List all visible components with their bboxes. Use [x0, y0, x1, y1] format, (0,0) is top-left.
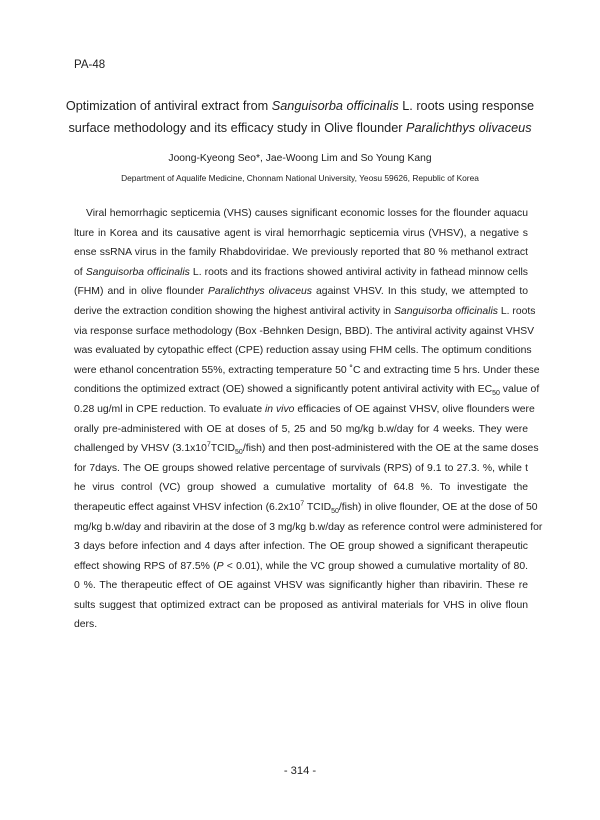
- title-species: Paralichthys olivaceus: [406, 121, 532, 135]
- title-species: Sanguisorba officinalis: [271, 99, 399, 113]
- abstract-line: for 7days. The OE groups showed relative percentage of survivals (RPS) of 9.1 to 27.3. %, while t: [74, 462, 528, 474]
- affiliation: Department of Aqualife Medicine, Chonnam National University, Yeosu 59626, Republic of Korea: [121, 173, 479, 183]
- abstract-line: lture in Korea and its causative agent is viral hemorrhagic septicemia virus (VHSV), a negative s: [74, 227, 528, 239]
- abstract-line: of Sanguisorba officinalis L. roots and its fractions showed antiviral activity in fathead minnow cells: [74, 266, 529, 278]
- abstract-line: therapeutic effect against VHSV infection ($6.2x10^7$ $TCID_{50}/fish$) in olive flounder, OE at the dose of 50: [74, 500, 538, 515]
- abstract-line: sults suggest that optimized extract can be proposed as antiviral materials for VHS in olive floun: [74, 599, 528, 611]
- paper-title: [60, 95, 540, 139]
- italic-term: P: [216, 560, 224, 572]
- superscript: 7: [206, 441, 211, 449]
- italic-term: in vivo: [265, 403, 295, 415]
- abstract-line: ense ssRNA virus in the family Rhabdoviridae. We previously reported that 80 % methanol extract: [74, 247, 528, 259]
- abstract-line: 0.28 ug/ml in CPE reduction. To evaluate in vivo efficacies of OE against VHSV, olive flounders were: [74, 403, 535, 415]
- abstract-line: orally pre-administered with OE at doses of 5, 25 and 50 mg/kg b.w/day for 4 weeks. They were: [74, 423, 528, 435]
- superscript: 7: [300, 500, 305, 508]
- title-text: surface methodology and its efficacy study in Olive flounder: [68, 121, 407, 135]
- abstract-code: PA-48: [74, 59, 106, 71]
- abstract-line: via response surface methodology (Box -Behnken Design, BBD). The antiviral activity against VHSV: [74, 325, 535, 337]
- abstract-line: conditions the optimized extract (OE) showed a significantly potent antiviral activity with $EC_{50}$ value of: [74, 384, 540, 398]
- abstract-line: ders.: [74, 619, 98, 631]
- abstract-line: 0 %. The therapeutic effect of OE against VHSV was significantly higher than ribavirin. These re: [74, 580, 528, 592]
- abstract-line: Viral hemorrhagic septicemia (VHS) causes significant economic losses for the flounder aquacu: [86, 208, 528, 219]
- abstract-line: was evaluated by cytopathic effect (CPE) reduction assay using FHM cells. The optimum conditions: [74, 345, 532, 357]
- abstract-line: were ethanol concentration 55%, extracting temperature 50 ˚C and extracting time 5 hrs. Under these: [74, 364, 540, 376]
- abstract-body: [74, 204, 543, 635]
- species-name: Sanguisorba officinalis: [393, 305, 498, 317]
- abstract-line: (FHM) and in olive flounder Paralichthys olivaceus against VHSV. In this study, we attempted to: [74, 286, 528, 298]
- subscript: 50: [331, 507, 339, 515]
- subscript: 50: [235, 449, 243, 457]
- abstract-line: 3 days before infection and 4 days after infection. The OE group showed a significant therapeutic: [74, 541, 528, 553]
- title-text: L. roots using response: [398, 99, 535, 113]
- abstract-line: mg/kg b.w/day and ribavirin at the dose of 3 mg/kg b.w/day as reference control were administered for: [74, 521, 543, 533]
- species-name: Paralichthys olivaceus: [208, 286, 312, 298]
- abstract-line: effect showing RPS of 87.5% (P < 0.01), while the VC group showed a cumulative mortality of 80.: [74, 560, 528, 572]
- abstract-line: he virus control (VC) group showed a cumulative mortality of 64.8 %. To investigate the: [74, 482, 528, 494]
- page-number: - 314 -: [283, 765, 317, 777]
- abstract-line: challenged by VHSV $(3.1x10^7TCID_{50}/fish)$ and then post-administered with the OE at the same doses: [74, 441, 539, 457]
- authors: Joong-Kyeong Seo*, Jae-Woong Lim and So Young Kang: [168, 153, 432, 164]
- species-name: Sanguisorba officinalis: [85, 266, 190, 278]
- subscript: 50: [492, 390, 500, 398]
- title-text: Optimization of antiviral extract from: [65, 99, 272, 113]
- abstract-line: derive the extraction condition showing the highest antiviral activity in Sanguisorba officinalis L. roots: [74, 305, 536, 317]
